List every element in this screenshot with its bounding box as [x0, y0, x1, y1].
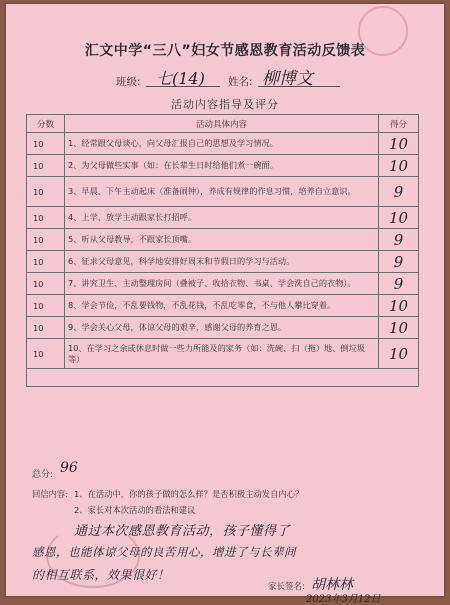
row-score: 10	[27, 229, 65, 251]
table-row	[27, 229, 419, 251]
table-row	[27, 273, 419, 295]
row-score: 10	[27, 339, 65, 369]
row-got: 9	[393, 182, 404, 201]
table-row	[27, 339, 419, 369]
total-value: 96	[60, 460, 78, 476]
reply-question-2: 2、家长对本次活动的看法和建议	[74, 505, 196, 515]
row-got-cell	[379, 251, 419, 273]
row-score: 10	[27, 295, 65, 317]
table-row	[27, 177, 419, 207]
name-label: 姓名:	[228, 76, 253, 88]
row-content: 3、早晨、下午主动起床（准备闹钟），养成有规律的作息习惯，培养自立意识。	[65, 177, 379, 207]
signature-value: 胡林林	[311, 577, 353, 593]
row-got-cell	[379, 339, 419, 369]
row-got-cell	[379, 207, 419, 229]
feedback-line-3: 的相互联系，效果很好！	[32, 568, 170, 582]
row-got: 10	[388, 296, 409, 315]
header-content: 活动具体内容	[65, 115, 379, 133]
table-row	[27, 295, 419, 317]
row-got: 10	[388, 208, 409, 227]
total-row-cell	[27, 369, 419, 387]
row-score: 10	[27, 155, 65, 177]
header-got: 得分	[379, 115, 419, 133]
row-got-cell	[379, 133, 419, 155]
table-row	[27, 317, 419, 339]
form-title: 汇文中学“三八”妇女节感恩教育活动反馈表	[84, 43, 366, 59]
total-row	[27, 369, 419, 387]
table-row	[27, 155, 419, 177]
row-score: 10	[27, 207, 65, 229]
table-row	[27, 207, 419, 229]
row-got-cell	[379, 273, 419, 295]
header-score: 分数	[27, 115, 65, 133]
row-content: 2、为父母做些实事（如：在长辈生日时给他们煮一碗面。	[65, 155, 379, 177]
row-score: 10	[27, 251, 65, 273]
row-got-cell	[379, 229, 419, 251]
row-content: 10、在学习之余或休息时做一些力所能及的家务（如：洗碗、扫（拖）地、倒垃圾等）	[65, 339, 379, 369]
row-score: 10	[27, 317, 65, 339]
row-got: 10	[388, 134, 409, 153]
date-value: 2023年3月12日	[306, 594, 381, 605]
row-got: 9	[393, 252, 404, 271]
feedback-line-2: 感恩，也能体谅父母的良苦用心，增进了与长辈间	[32, 545, 296, 559]
row-content: 9、学会关心父母，体谅父母的艰辛，感谢父母的养育之恩。	[65, 317, 379, 339]
signature-label: 家长签名:	[268, 582, 305, 592]
row-score: 10	[27, 273, 65, 295]
row-got-cell	[379, 177, 419, 207]
row-got-cell	[379, 317, 419, 339]
table-subtitle: 活动内容指导及评分	[171, 98, 279, 111]
row-content: 8、学会节俭，不乱要钱物，不乱花钱，不乱吃零食，不与他人攀比穿着。	[65, 295, 379, 317]
total-label: 总分:	[32, 470, 54, 480]
row-got: 9	[393, 274, 404, 293]
class-label: 班级:	[116, 76, 141, 88]
row-got-cell	[379, 155, 419, 177]
row-got: 10	[388, 318, 409, 337]
row-score: 10	[27, 177, 65, 207]
row-content: 4、上学、放学主动跟家长打招呼。	[65, 207, 379, 229]
row-content: 7、讲究卫生、主动整理房间（叠被子、收拾衣物、书桌、学会洗自己的衣物）。	[65, 273, 379, 295]
row-content: 5、听从父母教导，不跟家长顶嘴。	[65, 229, 379, 251]
feedback-line-1: 通过本次感恩教育活动，孩子懂得了	[74, 524, 291, 539]
row-got: 10	[388, 156, 409, 175]
name-value: 柳博文	[262, 69, 313, 89]
feedback-form	[6, 4, 444, 605]
row-got-cell	[379, 295, 419, 317]
row-score: 10	[27, 133, 65, 155]
row-got: 9	[393, 230, 404, 249]
class-value: 七(14)	[156, 69, 205, 88]
activity-table	[26, 114, 419, 387]
reply-question-1: 1、在活动中，你的孩子做的怎么样？是否积极主动发自内心？	[74, 489, 304, 499]
row-got: 10	[388, 344, 409, 363]
school-seal	[46, 524, 140, 588]
table-row	[27, 133, 419, 155]
table-row	[27, 251, 419, 273]
reply-label: 回信内容:	[32, 489, 68, 499]
table-header-row	[27, 115, 419, 133]
row-content: 1、经常跟父母谈心，向父母汇报自己的思想及学习情况。	[65, 133, 379, 155]
row-content: 6、征求父母意见，科学地安排好周末和节假日的学习与活动。	[65, 251, 379, 273]
